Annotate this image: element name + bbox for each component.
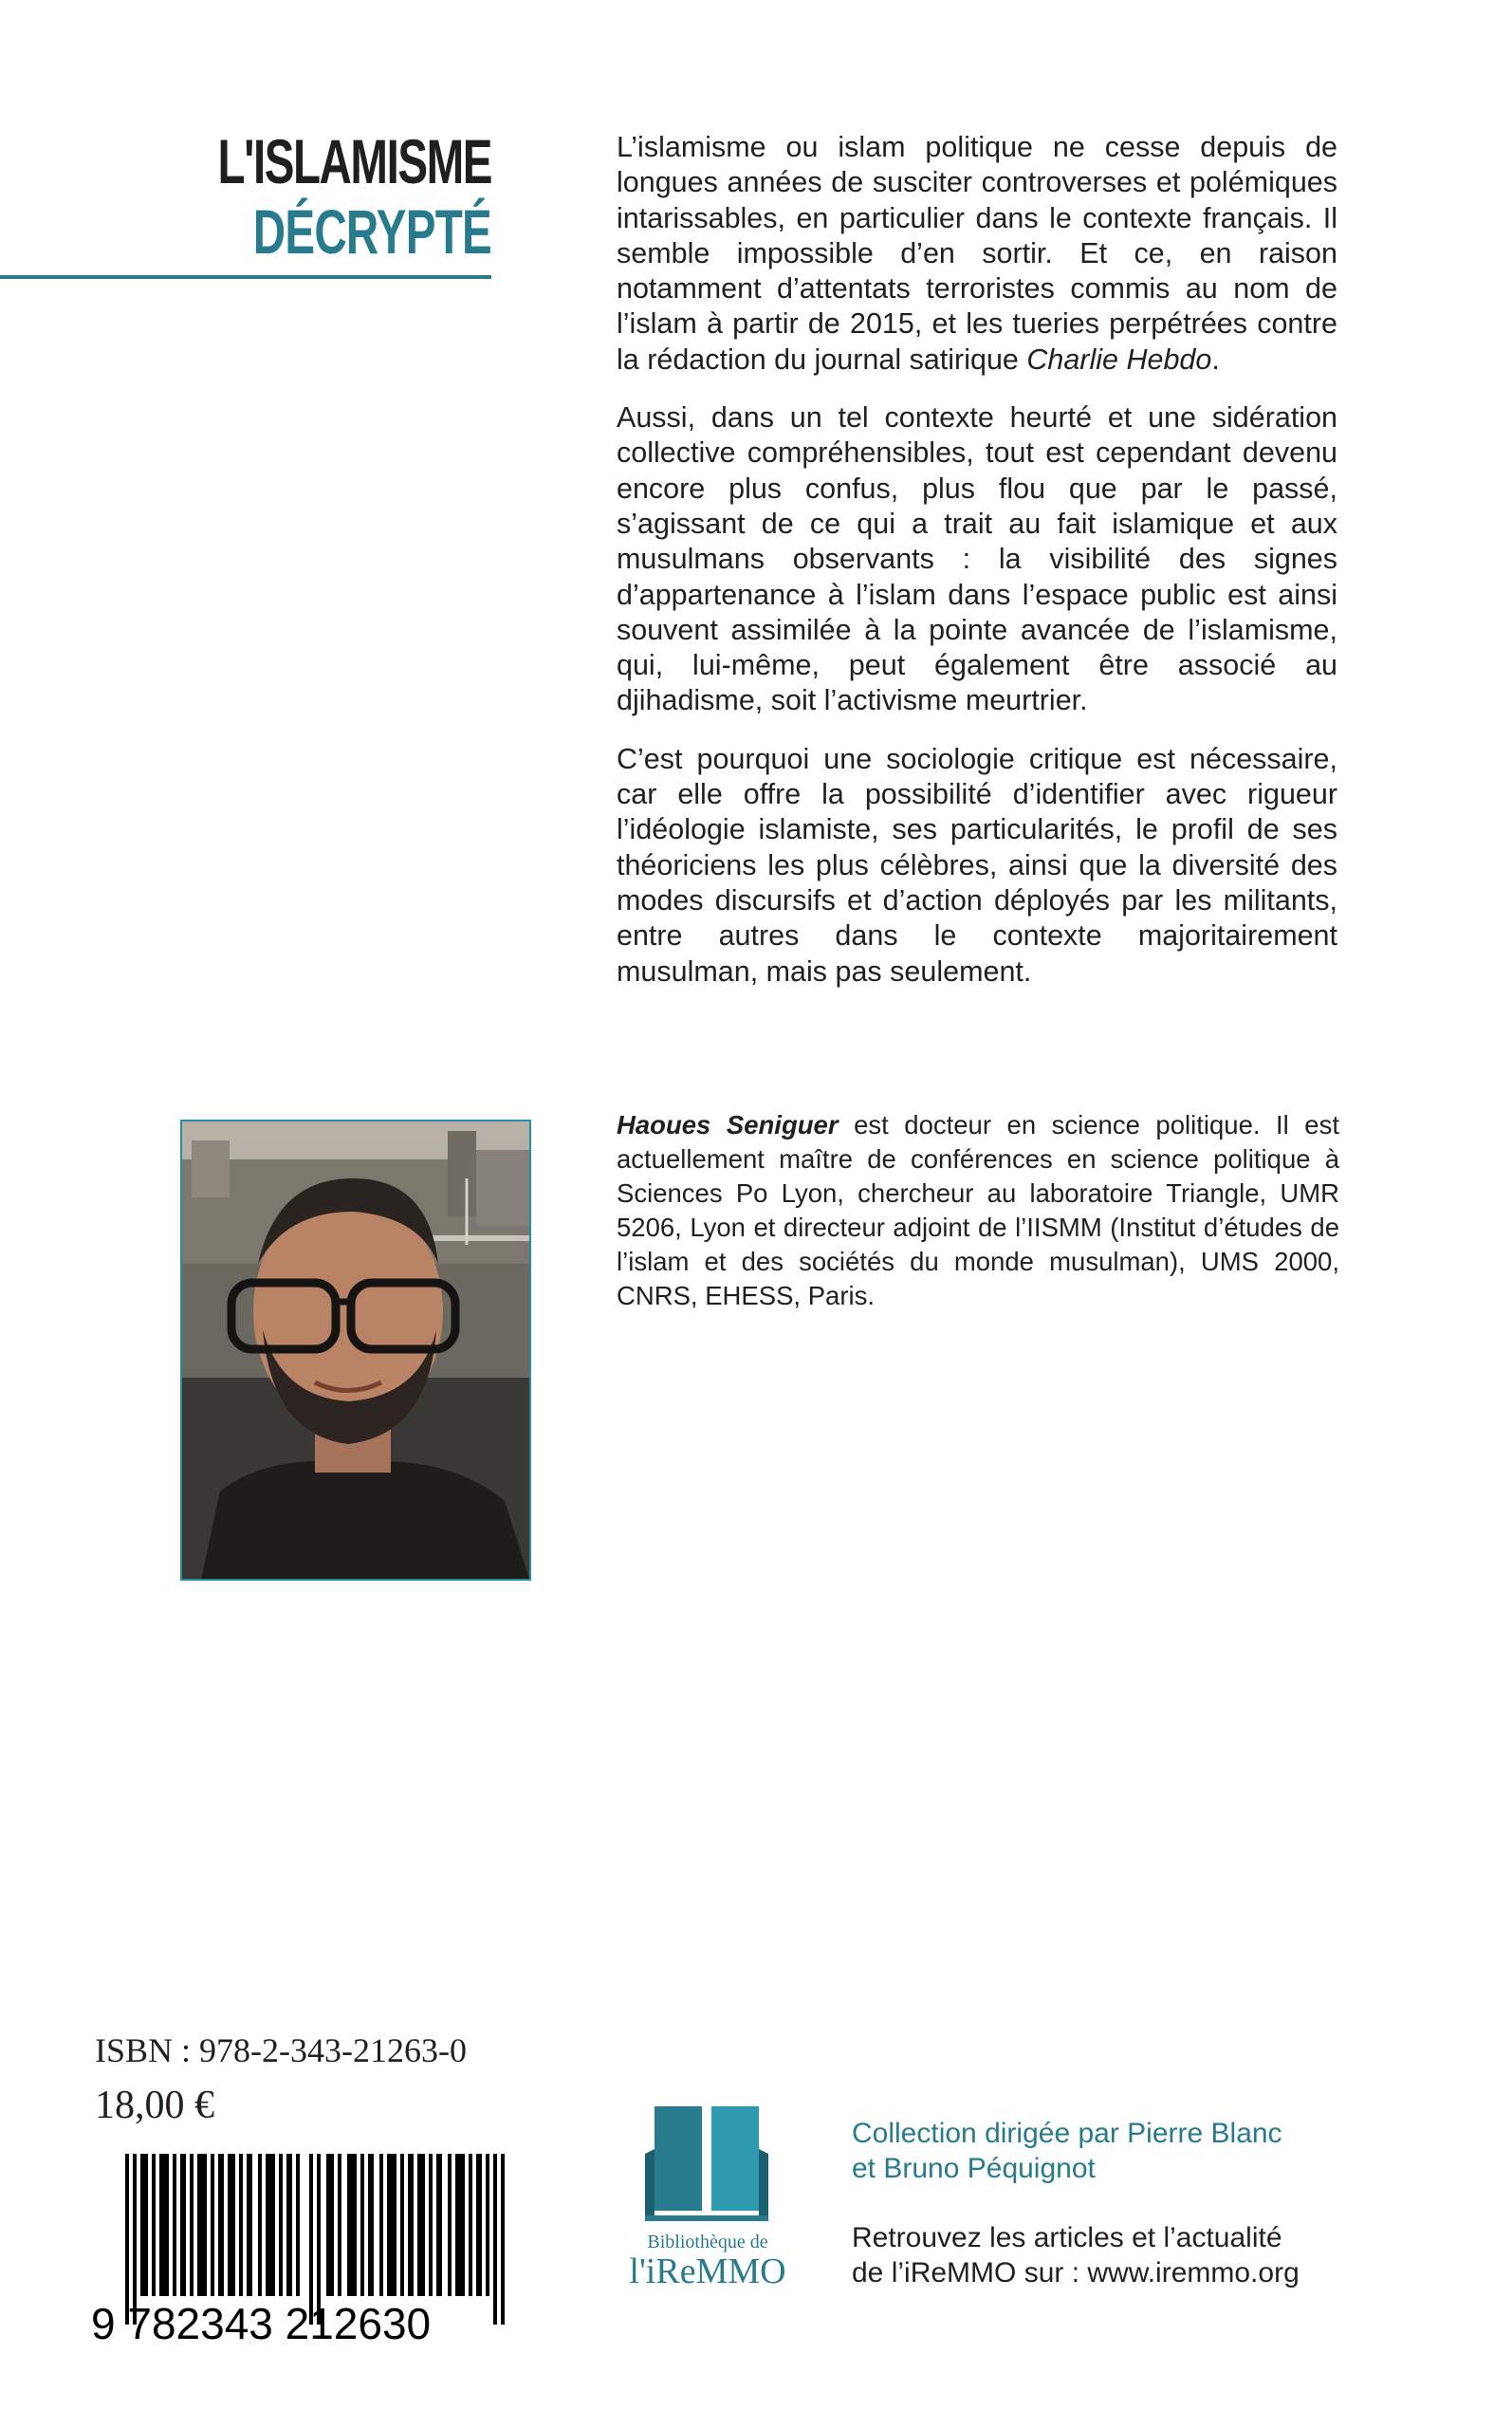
website-line-1: Retrouvez les articles et l’actualité [852, 2222, 1282, 2253]
back-cover-blurb [617, 130, 1337, 1012]
author-photo-illustration [182, 1121, 529, 1579]
blurb-p1-italic: Charlie Hebdo [1026, 343, 1212, 376]
isbn: ISBN : 978-2-343-21263-0 [95, 2031, 467, 2069]
logo-text-bibliotheque: Bibliothèque de [647, 2232, 768, 2252]
price: 18,00 € [95, 2084, 214, 2127]
collection-line-1: Collection dirigée par Pierre Blanc [852, 2118, 1282, 2149]
blurb-p1-text: L’islamisme ou islam politique ne cesse depuis de longues années de susciter controverses et polémiques intarissables, en particulier dans le contexte français. Il semble impossible d’en sortir. Et ce, en raison notamment d’attentats terroristes commis au nom de l’islam à partir de 2015, et les tueries perpétrées contre la rédaction du journal satirique [617, 131, 1337, 376]
website-line-2: de l’iReMMO sur : www.iremmo.org [852, 2257, 1300, 2289]
blurb-p1-end: . [1211, 343, 1220, 376]
website-note [852, 2220, 1383, 2290]
title-line-1: L'ISLAMISME [217, 126, 491, 196]
title-underline [0, 275, 491, 279]
blurb-paragraph-3: C’est pourquoi une sociologie critique est nécessaire, car elle offre la possibilité d’identifier avec rigueur l’idéologie islamiste, ses particularités, le profil de ses théoriciens les plus célèbres, ainsi que la diversité des modes discursifs et d’action déployés par les militants, entre autres dans le contexte majoritairement musulman, mais pas seulement. [617, 742, 1337, 988]
collection-credits [852, 2116, 1383, 2186]
title-line-2: DÉCRYPTÉ [252, 196, 491, 267]
blurb-paragraph-1 [617, 130, 1337, 378]
blurb-paragraph-2: Aussi, dans un tel contexte heurté et une sidération collective compréhensibles, tout est cependant devenu encore plus confus, plus flou que par le passé, s’agissant de ce qui a trait au fait islamique et aux musulmans observants : la visibilité des signes d’appartenance à l’islam dans l’espace public est ainsi souvent assimilée à la pointe avancée de l’islamisme, qui, lui-même, peut également être associé au djihadisme, soit l’activisme meurtrier. [617, 401, 1337, 717]
collection-line-2: et Bruno Péquignot [852, 2153, 1096, 2184]
author-name: Haoues Seniguer [617, 1110, 839, 1140]
author-bio [617, 1108, 1339, 1313]
book-title [0, 123, 491, 269]
barcode-digits: 9 782343 212630 [91, 2299, 432, 2344]
logo-book-right [711, 2106, 759, 2211]
barcode [91, 2154, 556, 2344]
author-bio-text: est docteur en science politique. Il est actuellement maître de conférences en science politique à Sciences Po Lyon, chercheur au laboratoire Triangle, UMR 5206, Lyon et directeur adjoint de l’IISMM (Institut d’études de l’islam et des sociétés du monde musulman), UMS 2000, CNRS, EHESS, Paris. [617, 1110, 1339, 1310]
logo-text-iremmo: l'iReMMO [629, 2251, 786, 2291]
logo-book-left [655, 2106, 702, 2211]
author-photo [180, 1120, 531, 1581]
